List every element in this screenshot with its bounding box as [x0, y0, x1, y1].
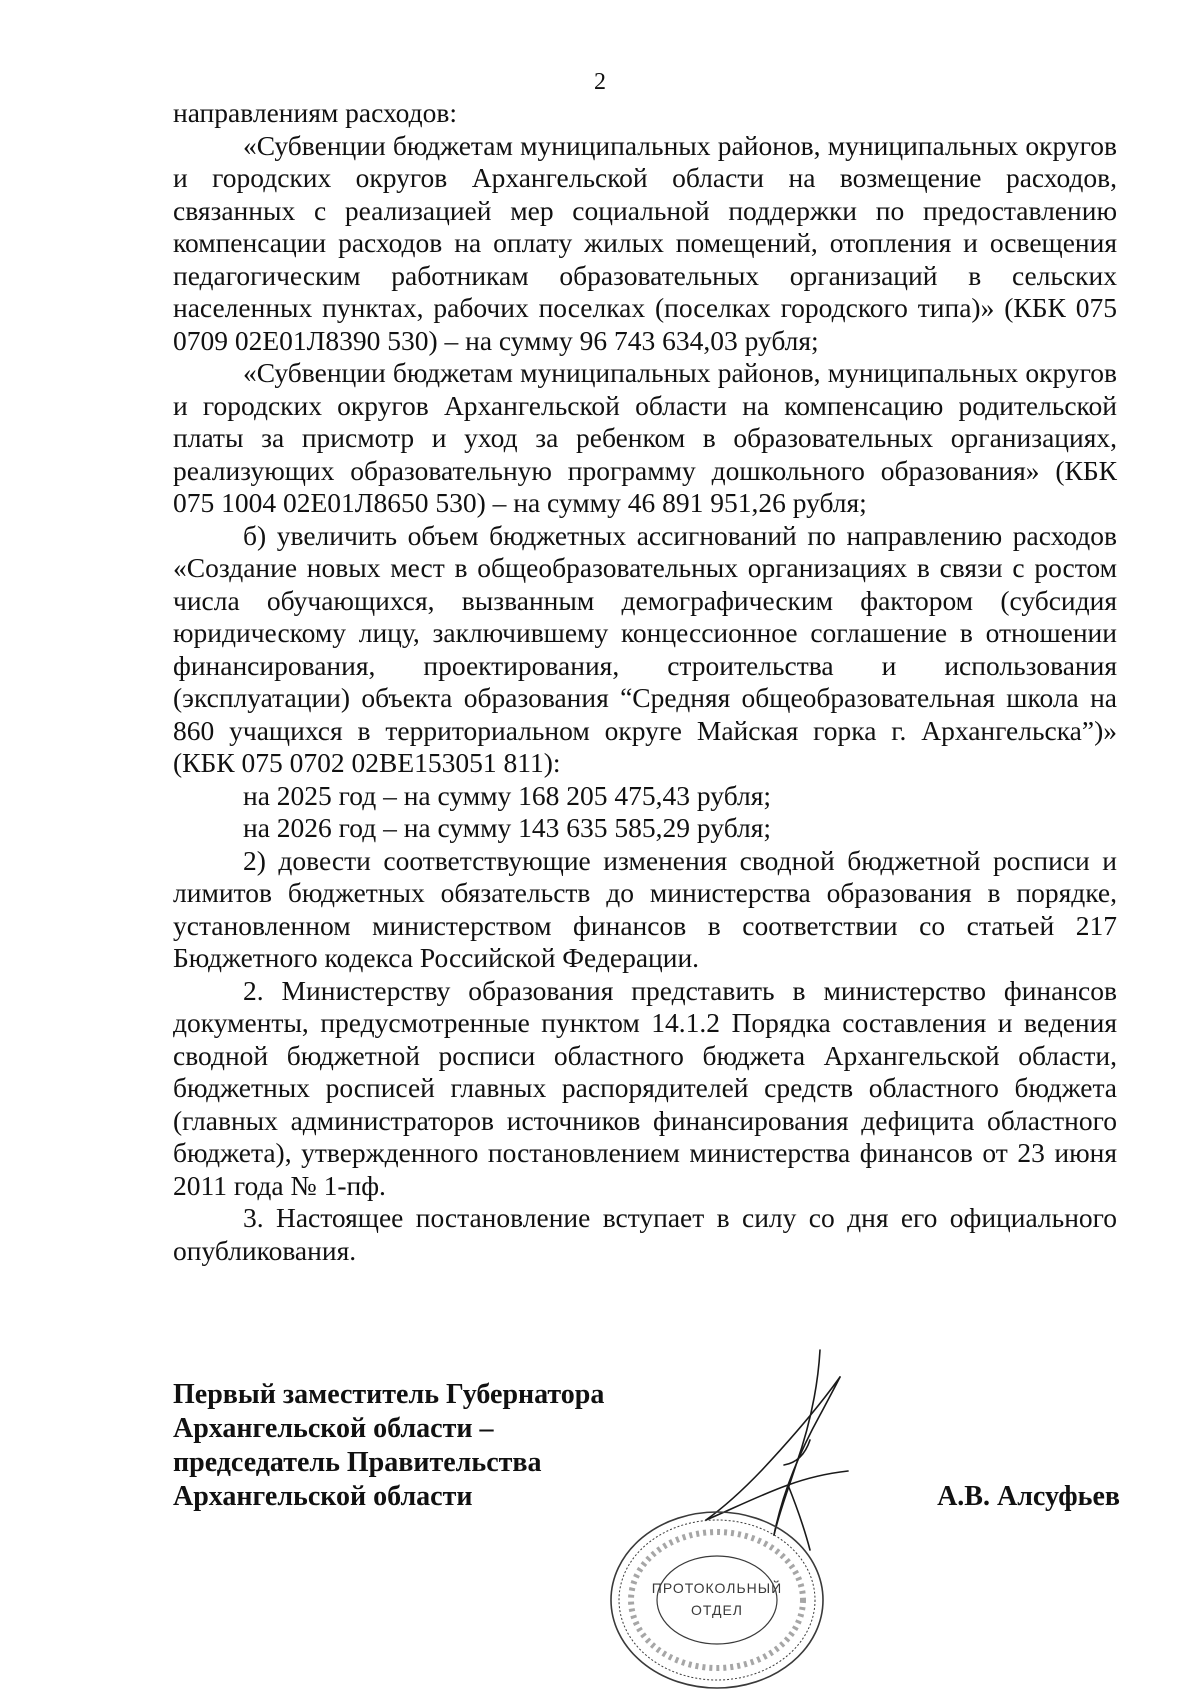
signatory-title-line: председатель Правительства [173, 1447, 542, 1478]
paragraph-7: 2) довести соответствующие изменения сводной бюджетной росписи и лимитов бюджетных обязательств до министерства образования в порядке, установленном министерством финансов в соответствии со статьей 217 Бюджетного кодекса Российской Федерации. [173, 844, 1117, 973]
signatory-title-line: Первый заместитель Губернатора [173, 1379, 605, 1410]
paragraph-9: 3. Настоящее постановление вступает в силу со дня его официального опубликования. [173, 1202, 1117, 1266]
page-number: 2 [594, 69, 606, 95]
paragraph-4: б) увеличить объем бюджетных ассигнований по направлению расходов «Создание новых мест в общеобразовательных организациях в связи с ростом числа обучающихся, вызванным демографическим фактором (субсидия юридическому лицу, заключившему концессионное соглашение в отношении финансирования, проектирования, строительства и использования (эксплуатации) объекта образования “Средняя общеобразовательная школа на 860 учащихся в территориальном округе Майская горка г. Архангельска”)» (КБК 075 0702 02ВЕ153051 811): [173, 519, 1117, 778]
protocol-department-seal [605, 1505, 830, 1695]
paragraph-2: «Субвенции бюджетам муниципальных районов, муниципальных округов и городских округов Архангельской области на возмещение расходов, связанных с реализацией мер социальной поддержки по предоставлению компенсации расходов на оплату жилых помещений, отопления и освещения педагогическим работникам образовательных организаций в сельских населенных пунктах, рабочих поселках (поселках городского типа)» (КБК 075 0709 02Е01Л8390 530) – на сумму 96 743 634,03 рубля; [173, 129, 1117, 356]
signatory-name: А.В. Алсуфьев [937, 1481, 1120, 1512]
paragraph-1: направлениям расходов: [173, 97, 457, 128]
document-body [173, 97, 1117, 1267]
paragraph-8: 2. Министерству образования представить в министерство финансов документы, предусмотренные пунктом 14.1.2 Порядка составления и ведения сводной бюджетной росписи областного бюджета Архангельской области, бюджетных росписей главных распорядителей средств областного бюджета (главных администраторов источников финансирования дефицита областного бюджета), утвержденного постановлением министерства финансов от 23 июня 2011 года № 1-пф. [173, 974, 1117, 1201]
signatory-title-line: Архангельской области – [173, 1413, 494, 1444]
signatory-title [173, 1378, 693, 1514]
paragraph-5: на 2025 год – на сумму 168 205 475,43 рубля; [243, 779, 772, 811]
signatory-title-line: Архангельской области [173, 1481, 473, 1512]
seal-text-line: ПРОТОКОЛЬНЫЙ [651, 1580, 783, 1596]
paragraph-6: на 2026 год – на сумму 143 635 585,29 рубля; [243, 812, 772, 843]
paragraph-3: «Субвенции бюджетам муниципальных районов, муниципальных округов и городских округов Архангельской области на компенсацию родительской платы за присмотр и уход за ребенком в образовательных организациях, реализующих образовательную программу дошкольного образования» (КБК 075 1004 02Е01Л8650 530) – на сумму 46 891 951,26 рубля; [173, 357, 1117, 518]
seal-text-line: ОТДЕЛ [691, 1602, 743, 1618]
